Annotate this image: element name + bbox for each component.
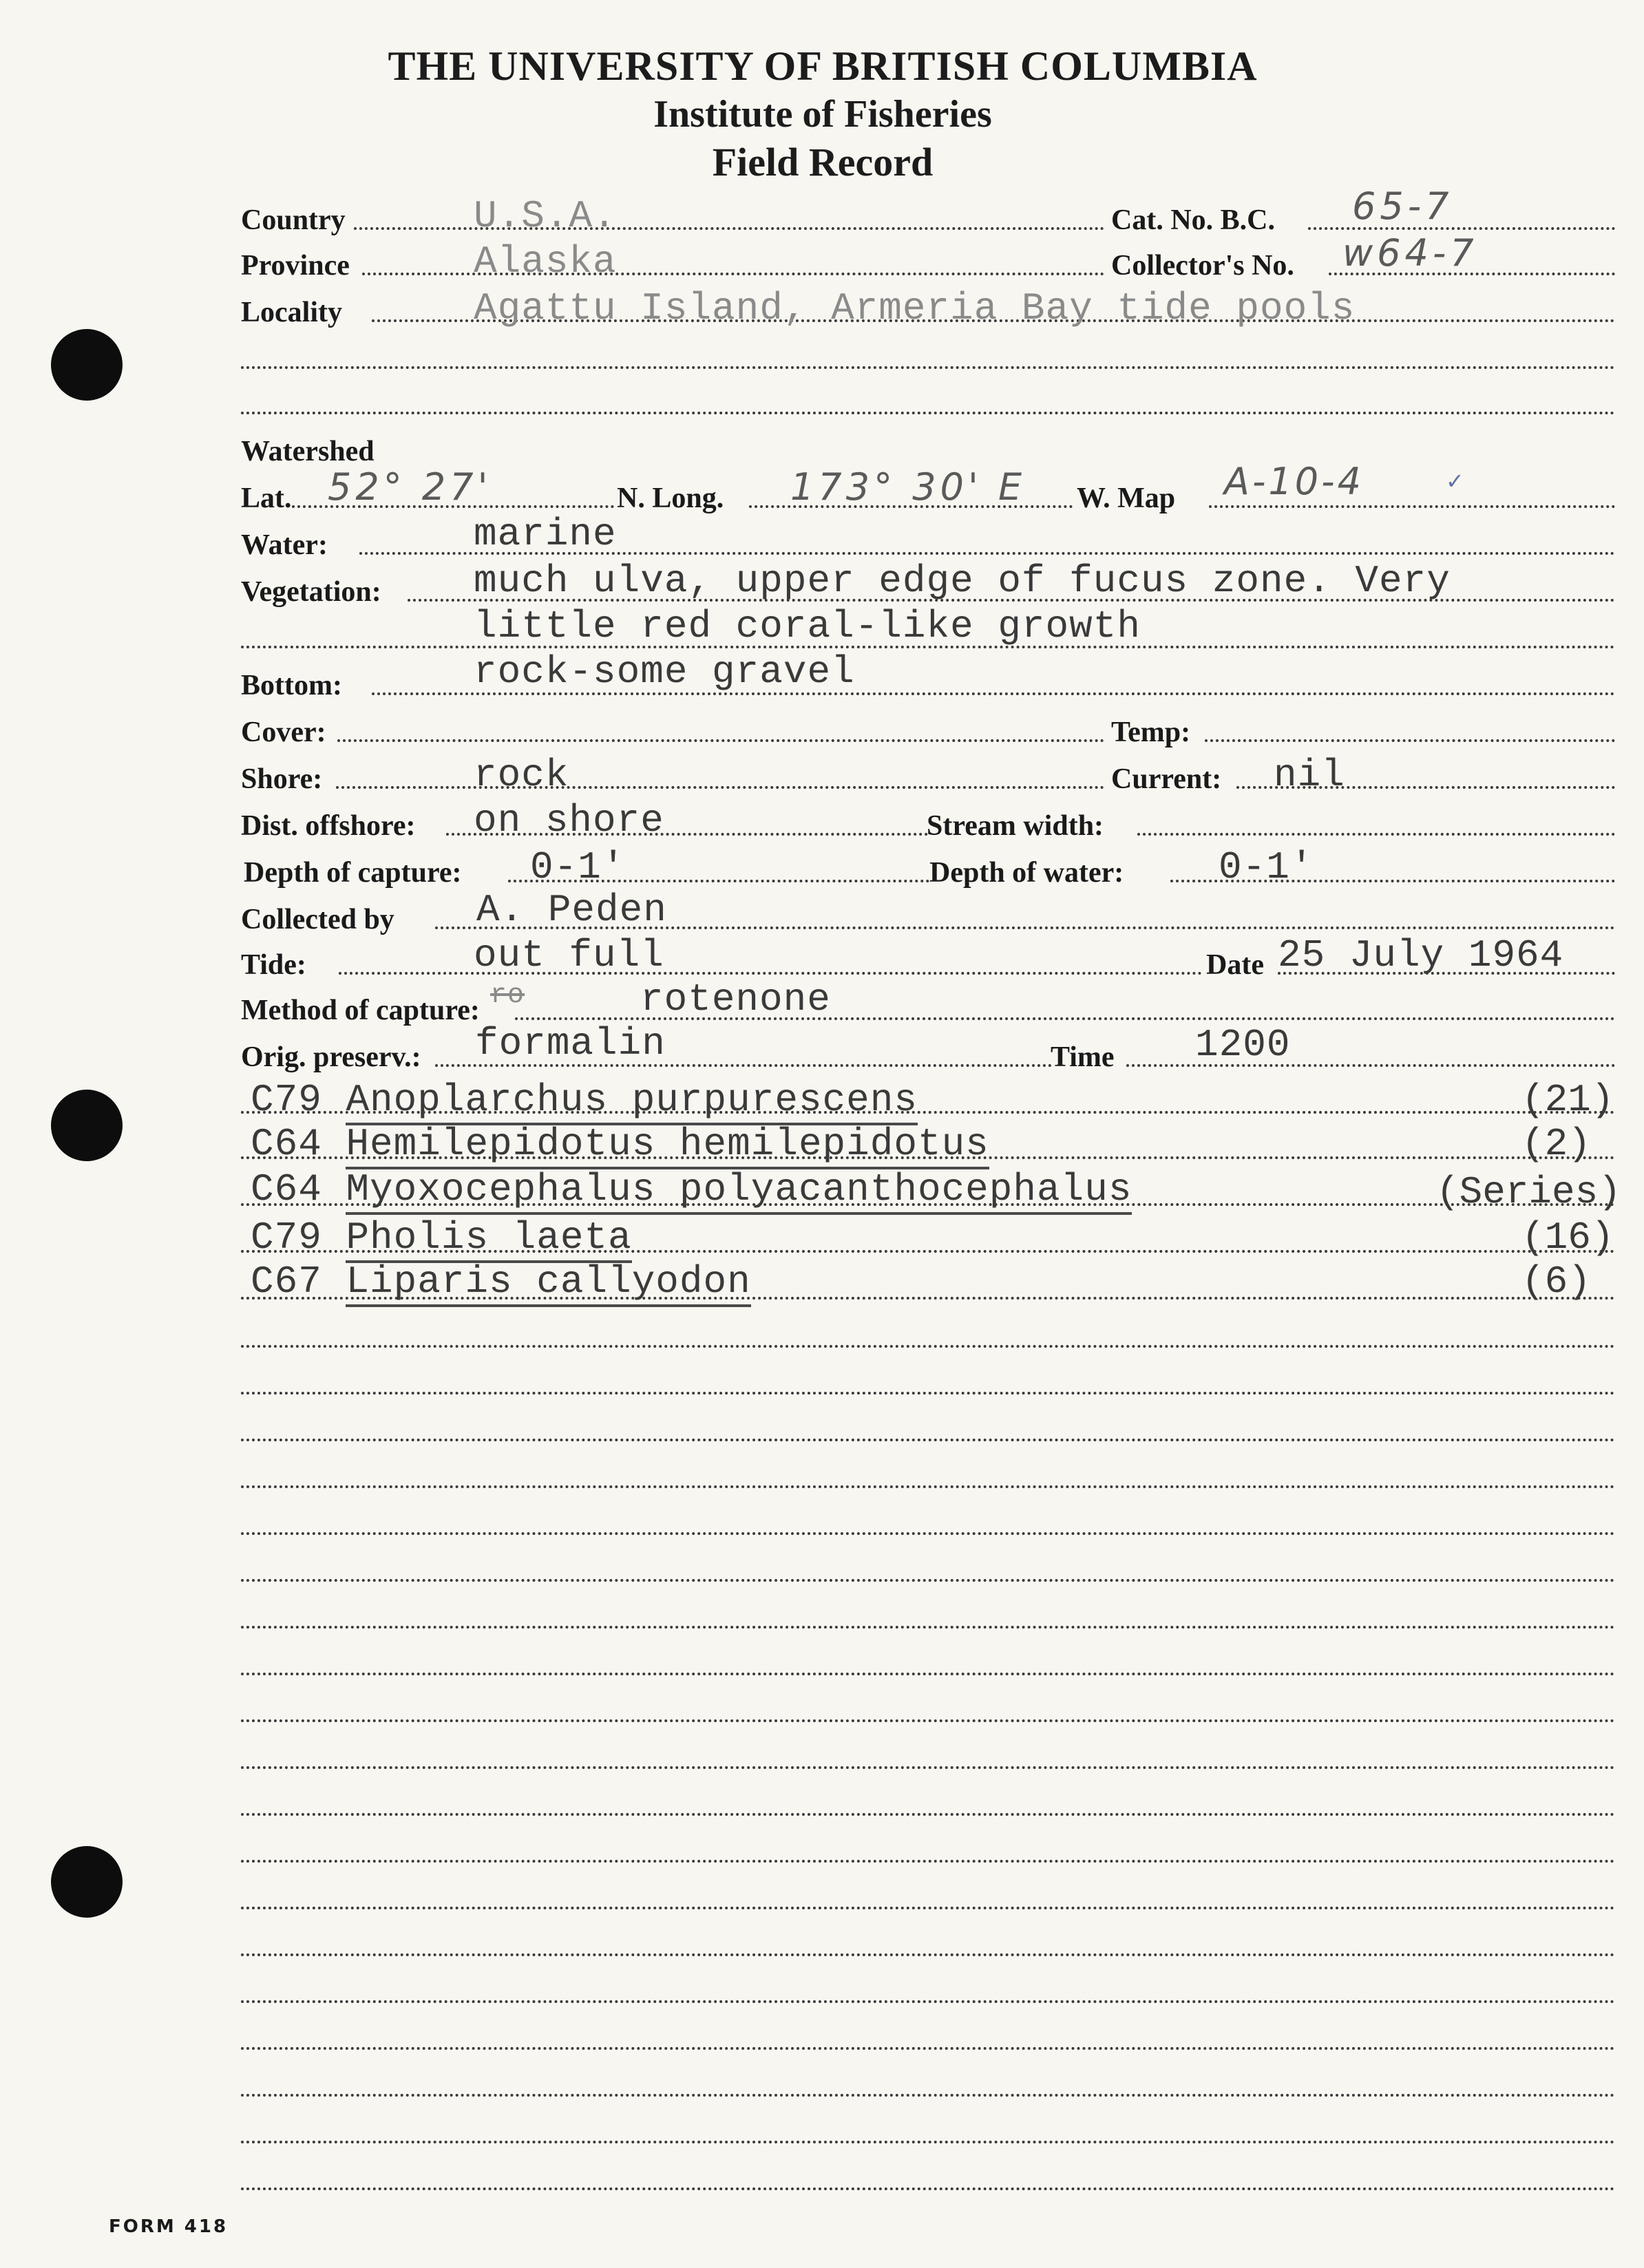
university-title: THE UNIVERSITY OF BRITISH COLUMBIA xyxy=(388,43,1258,89)
specimen-name: Pholis laeta xyxy=(346,1216,631,1263)
method-value: rotenone xyxy=(640,977,831,1021)
locality-line-3 xyxy=(241,412,1615,414)
punch-hole-top xyxy=(51,329,123,401)
specimen-row xyxy=(251,1078,918,1122)
shore-label: Shore: xyxy=(241,763,323,795)
time-value: 1200 xyxy=(1195,1023,1291,1067)
blank-line xyxy=(241,2047,1615,2050)
map-line xyxy=(1209,505,1615,508)
province-label: Province xyxy=(241,250,350,282)
collected-by-label: Collected by xyxy=(241,904,394,935)
depth-water-value: 0-1' xyxy=(1219,845,1314,889)
blank-line xyxy=(241,1766,1615,1769)
orig-preserv-value: formalin xyxy=(475,1021,666,1066)
specimen-code: C64 xyxy=(251,1167,322,1211)
blank-line xyxy=(241,1673,1615,1675)
cat-no-label: Cat. No. B.C. xyxy=(1111,204,1275,236)
n-long-label: N. Long. xyxy=(617,483,724,514)
specimen-row xyxy=(251,1122,989,1166)
current-label: Current: xyxy=(1111,763,1222,795)
specimen-code: C79 xyxy=(251,1216,322,1260)
punch-hole-middle xyxy=(51,1090,123,1161)
blank-line xyxy=(241,1813,1615,1816)
specimen-count: (6) xyxy=(1521,1260,1591,1304)
temp-line xyxy=(1205,739,1615,742)
watershed-label: Watershed xyxy=(241,436,375,467)
blank-line xyxy=(241,1532,1615,1535)
collector-no-label: Collector's No. xyxy=(1111,250,1294,282)
blank-line xyxy=(241,1439,1615,1441)
specimen-count: (21) xyxy=(1521,1078,1614,1122)
method-strikeout: ro xyxy=(490,980,525,1011)
specimen-count: (2) xyxy=(1521,1122,1591,1166)
depth-capture-value: 0-1' xyxy=(530,845,626,889)
blank-line xyxy=(241,1719,1615,1722)
specimen-count: (16) xyxy=(1521,1216,1614,1260)
specimen-name: Myoxocephalus polyacanthocephalus xyxy=(346,1167,1132,1215)
stream-width-label: Stream width: xyxy=(927,810,1104,842)
current-value: nil xyxy=(1274,753,1345,797)
lat-label: Lat. xyxy=(241,483,292,514)
map-value: A-10-4 xyxy=(1224,460,1364,503)
date-label: Date xyxy=(1206,949,1264,981)
specimen-code: C67 xyxy=(251,1260,322,1304)
tide-line xyxy=(339,972,1202,975)
blank-line xyxy=(241,2000,1615,2003)
specimen-row xyxy=(251,1260,751,1304)
institute-title: Institute of Fisheries xyxy=(653,93,992,136)
blank-line xyxy=(241,1626,1615,1629)
specimen-row xyxy=(251,1167,1132,1211)
country-line xyxy=(354,227,1104,230)
country-value: U.S.A. xyxy=(474,194,617,238)
shore-value: rock xyxy=(474,753,569,797)
dist-offshore-label: Dist. offshore: xyxy=(241,810,416,842)
locality-label: Locality xyxy=(241,297,342,328)
province-value: Alaska xyxy=(474,240,617,284)
specimen-code: C79 xyxy=(251,1078,322,1122)
date-value: 25 July 1964 xyxy=(1278,933,1564,977)
specimen-code: C64 xyxy=(251,1122,322,1166)
orig-preserv-label: Orig. preserv.: xyxy=(241,1041,421,1073)
long-value: 173° 30' E xyxy=(790,465,1026,509)
blank-line xyxy=(241,1485,1615,1488)
country-label: Country xyxy=(241,204,346,236)
blank-line xyxy=(241,1345,1615,1348)
bottom-label: Bottom: xyxy=(241,670,342,701)
blank-line xyxy=(241,1579,1615,1582)
locality-line-2 xyxy=(241,366,1615,369)
specimen-count: (Series) xyxy=(1436,1170,1621,1214)
water-label: Water: xyxy=(241,529,328,561)
blank-line xyxy=(241,1953,1615,1956)
record-title: Field Record xyxy=(712,140,934,184)
water-value: marine xyxy=(474,512,617,556)
depth-water-label: Depth of water: xyxy=(929,857,1124,889)
specimen-name: Hemilepidotus hemilepidotus xyxy=(346,1122,989,1169)
lat-value: 52° 27' xyxy=(328,465,492,509)
tide-value: out full xyxy=(474,933,664,977)
bottom-value: rock-some gravel xyxy=(474,650,855,694)
dist-offshore-value: on shore xyxy=(474,798,664,842)
cover-label: Cover: xyxy=(241,717,326,748)
check-mark-icon: ✓ xyxy=(1446,468,1464,494)
cover-line xyxy=(337,739,1104,742)
blank-line xyxy=(241,2141,1615,2143)
time-label: Time xyxy=(1051,1041,1115,1073)
temp-label: Temp: xyxy=(1111,717,1191,748)
stream-width-line xyxy=(1137,833,1615,836)
specimen-row xyxy=(251,1216,632,1260)
punch-hole-bottom xyxy=(51,1846,123,1918)
locality-value: Agattu Island, Armeria Bay tide pools xyxy=(474,286,1356,330)
collected-by-value: A. Peden xyxy=(476,888,667,932)
blank-line xyxy=(241,2187,1615,2190)
collector-no-value: w64-7 xyxy=(1342,231,1478,275)
form-number: FORM 418 xyxy=(109,2216,229,2237)
specimen-name: Liparis callyodon xyxy=(346,1260,750,1307)
specimen-name: Anoplarchus purpurescens xyxy=(346,1078,918,1125)
depth-capture-label: Depth of capture: xyxy=(244,857,462,889)
shore-line xyxy=(336,786,1104,789)
blank-line xyxy=(241,1860,1615,1863)
vegetation-label: Vegetation: xyxy=(241,576,381,608)
method-label: Method of capture: xyxy=(241,995,480,1026)
blank-line xyxy=(241,2094,1615,2097)
vegetation-value-2: little red coral-like growth xyxy=(474,604,1141,648)
w-map-label: W. Map xyxy=(1077,483,1176,514)
tide-label: Tide: xyxy=(241,949,306,981)
blank-line xyxy=(241,1392,1615,1395)
blank-line xyxy=(241,1907,1615,1909)
vegetation-value-1: much ulva, upper edge of fucus zone. Very xyxy=(474,559,1451,603)
cat-no-value: 65-7 xyxy=(1352,184,1453,228)
